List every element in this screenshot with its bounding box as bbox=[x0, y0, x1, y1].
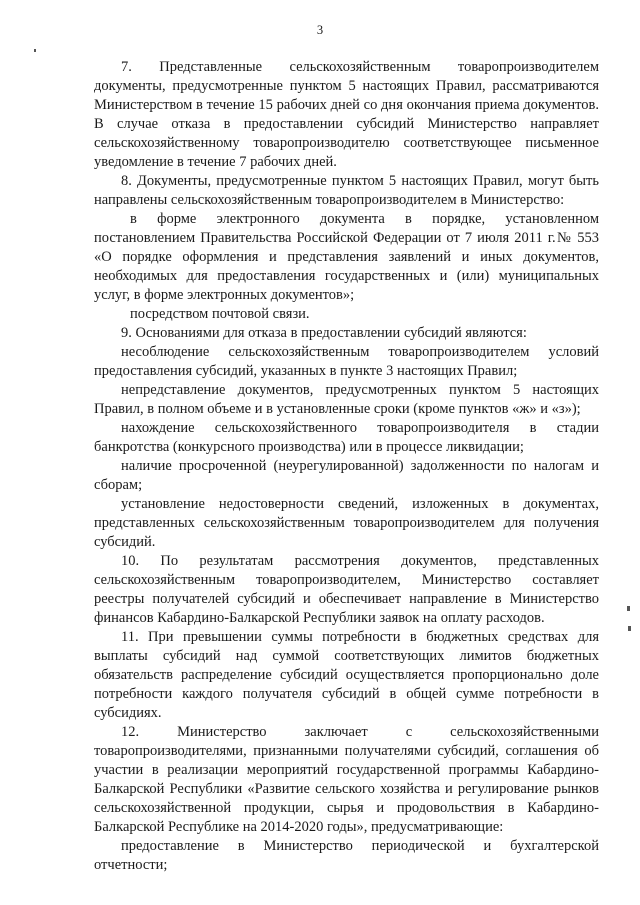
paragraph-9-item-4: наличие просроченной (неурегулированной) задолженности по налогам и сборам; bbox=[94, 458, 599, 493]
paragraph-8-postal: посредством почтовой связи. bbox=[130, 306, 310, 322]
scan-artifact-right bbox=[628, 626, 631, 631]
paragraph-9-item-3: нахождение сельскохозяйственного товаропроизводителя в стадии банкротства (конкурсного производства) или в процессе ликвидации; bbox=[94, 420, 599, 455]
paragraph-9-item-1: несоблюдение сельскохозяйственным товаропроизводителем условий предоставления субсидий, указанных в пункте 3 настоящих Правил; bbox=[94, 344, 599, 379]
paragraph-11: 11. При превышении суммы потребности в бюджетных средствах для выплаты субсидий над суммой соответствующих лимитов бюджетных обязательств распределение субсидий осуществляется пропорционально доле потребности каждого получателя субсидий в общей сумме потребности в субсидиях. bbox=[94, 629, 599, 721]
paragraph-12-item-1: предоставление в Министерство периодической и бухгалтерской отчетности; bbox=[94, 838, 599, 873]
paragraph-12: 12. Министерство заключает с сельскохозяйственными товаропроизводителями, признанными получателями субсидий, соглашения об участии в реализации мероприятий государственной программы Кабардино-Балкарской Республики «Развитие сельского хозяйства и регулирование рынков сельскохозяйственной продукции, сырья и продовольствия в Кабардино-Балкарской Республике на 2014-2020 годы», предусматривающие: bbox=[94, 724, 599, 835]
paragraph-8: 8. Документы, предусмотренные пунктом 5 настоящих Правил, могут быть направлены сельскохозяйственным товаропроизводителем в Министерство: bbox=[94, 173, 599, 208]
paragraph-9-item-2: непредставление документов, предусмотренных пунктом 5 настоящих Правил, в полном объеме и в установленные сроки (кроме пунктов «ж» и «з»); bbox=[94, 382, 599, 417]
scan-artifact-left bbox=[34, 49, 36, 52]
page-number: 3 bbox=[316, 23, 324, 37]
document-body bbox=[94, 58, 599, 875]
paragraph-8-electronic: в форме электронного документа в порядке, установленном постановлением Правительства Российской Федерации от 7 июля 2011 г.№ 553 «О порядке оформления и представления заявлений и иных документов, необходимых для предоставления государственных и (или) муниципальных услуг, в форме электронных документов»; bbox=[94, 211, 599, 303]
scan-artifact-right bbox=[627, 606, 630, 611]
paragraph-7: 7. Представленные сельскохозяйственным товаропроизводителем документы, предусмотренные пунктом 5 настоящих Правил, рассматриваются Министерством в течение 15 рабочих дней со дня окончания приема документов. В случае отказа в предоставлении субсидий Министерство направляет сельскохозяйственному товаропроизводителю соответствующее письменное уведомление в течение 7 рабочих дней. bbox=[94, 59, 599, 170]
paragraph-9: 9. Основаниями для отказа в предоставлении субсидий являются: bbox=[121, 325, 527, 341]
paragraph-10: 10. По результатам рассмотрения документов, представленных сельскохозяйственным товаропроизводителем, Министерство составляет реестры получателей субсидий и обеспечивает направление в Министерство финансов Кабардино-Балкарской Республики заявок на оплату расходов. bbox=[94, 553, 599, 626]
paragraph-9-item-5: установление недостоверности сведений, изложенных в документах, представленных сельскохозяйственным товаропроизводителем для получения субсидий. bbox=[94, 496, 599, 550]
